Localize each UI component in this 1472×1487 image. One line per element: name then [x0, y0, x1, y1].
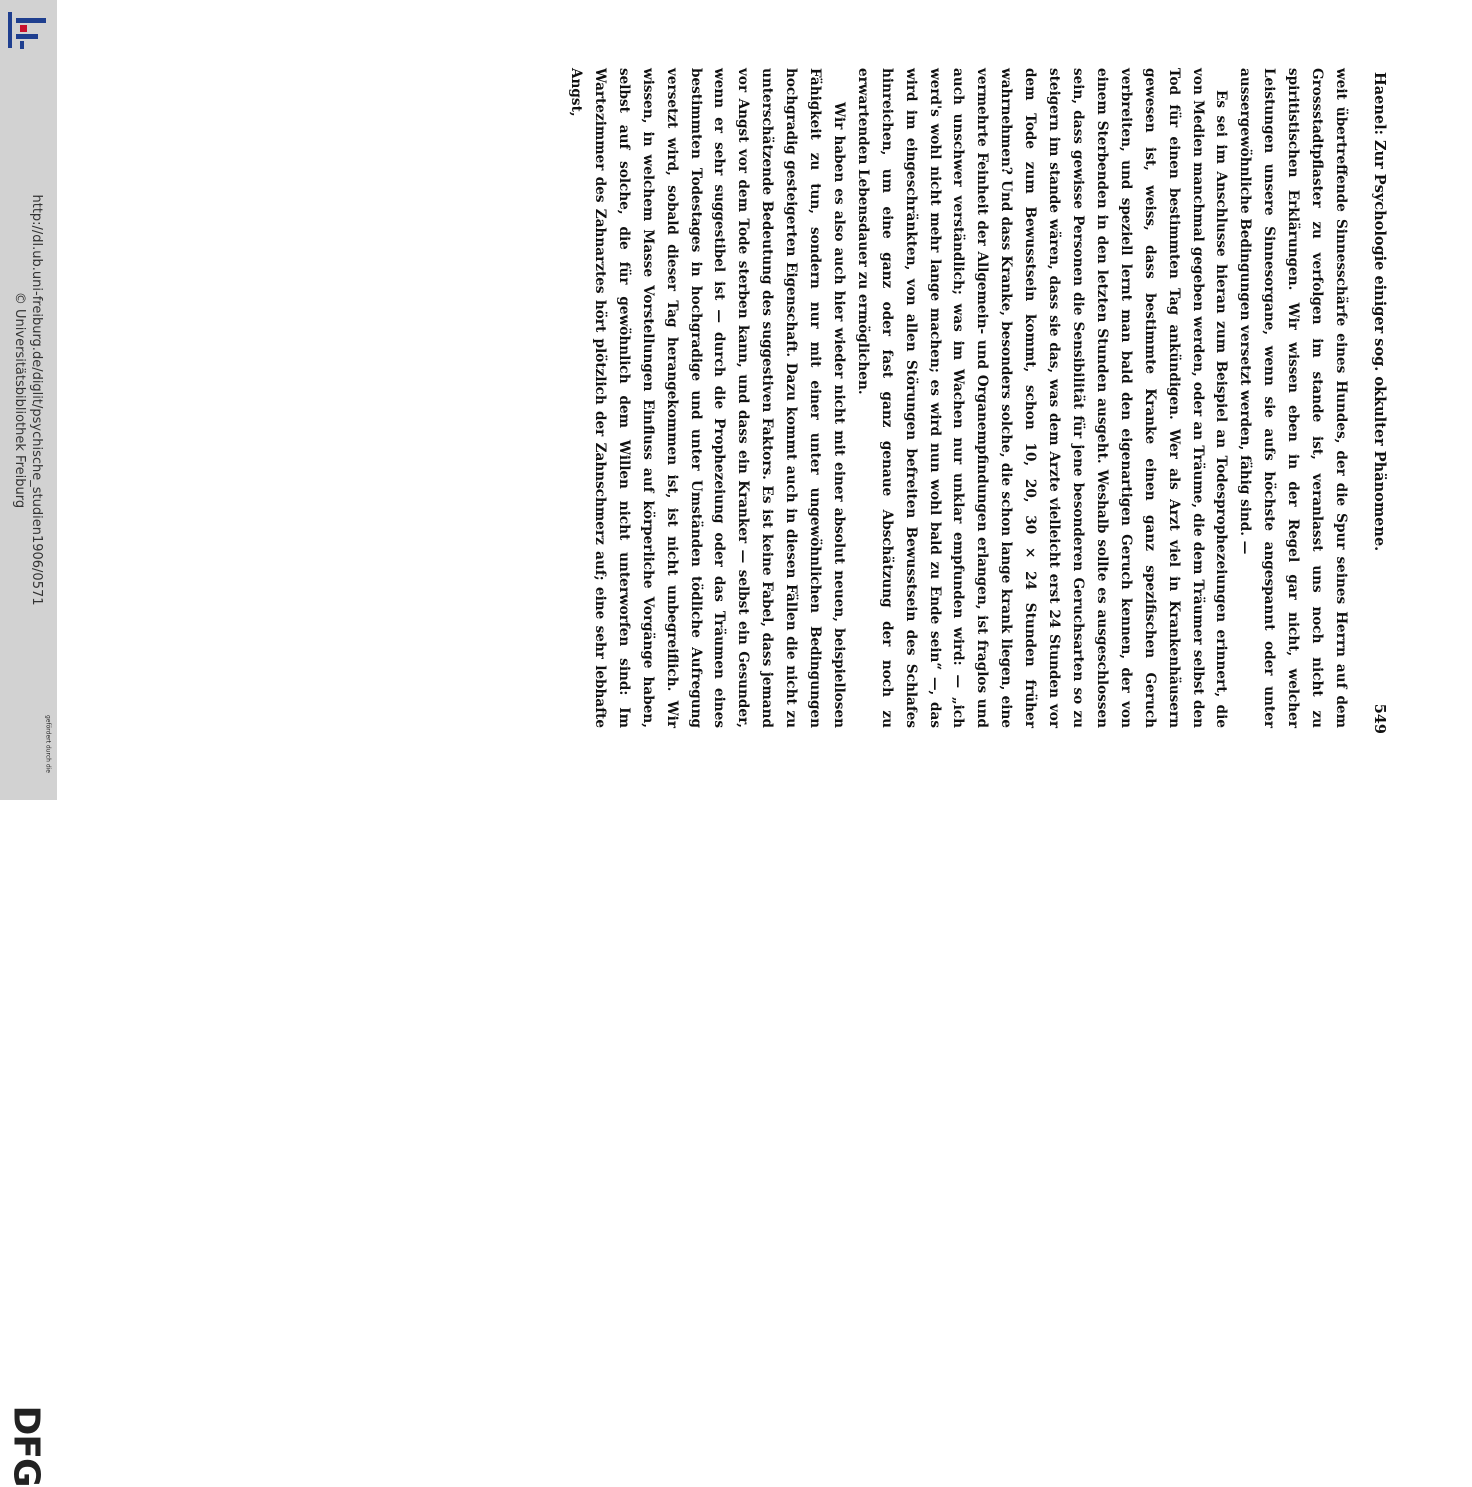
source-url[interactable]: http://dl.ub.uni-freiburg.de/diglit/psychische_studien1906/0571	[29, 194, 44, 606]
source-info	[11, 194, 45, 605]
dfg-caption: gefördert durch die	[44, 715, 52, 773]
viewer-sidebar	[0, 0, 57, 1487]
university-library-logo-icon[interactable]	[6, 8, 48, 52]
page-number: 549	[1371, 703, 1388, 734]
paragraph-1: weit übertreffende Sinnesschärfe eines Hundes, der die Spur seines Herrn auf dem Grossstadtpflaster zu verfolgen im stande ist, veranlasst uns noch nicht zu spiritistischen Erklärungen. Wir wissen eben in der Regel gar nicht, welcher Leistungen unsere Sinnesorgane, wenn sie aufs höchste angespannt oder unter aussergewöhnliche Bedingungen versetzt werden, fähig sind. —	[1237, 68, 1349, 728]
paragraph-3: Wir haben es also auch hier wieder nicht mit einer absolut neuen, beispiellosen Fähigkeit zu tun, sondern nur mit einer unter ungewöhnlichen Bedingungen hochgradig gesteigerten Eigenschaft. Dazu kommt auch in diesen Fällen die nicht zu unterschätzende Bedeutung des suggestiven Faktors. Es ist keine Fabel, dass jemand vor Angst vor dem Tode sterben kann, und dass ein Kranker — selbst ein Gesunder, wenn er sehr suggestibel ist — durch die Prophezeiung oder das Träumen eines bestimmten Todestages in hochgradige und unter Umständen tödliche Aufregung versetzt wird, sobald dieser Tag herangekommen ist, ist nicht unbegreiflich. Wir wissen, in welchem Masse Vorstellungen Einfluss auf körperliche Vorgänge haben, selbst auf solche, die für gewöhnlich dem Willen nicht unterworfen sind: Im Wartezimmer des Zahnarztes hört plötzlich der Zahnschmerz auf; eine sehr lebhafte Angst,	[568, 68, 847, 728]
scanned-page	[188, 60, 1388, 740]
body-text	[563, 68, 1352, 728]
running-head	[1368, 60, 1388, 740]
running-head-title: Haenel: Zur Psychologie einiger sog. okkulter Phänomene.	[1371, 72, 1388, 552]
dfg-logo-letters: DFG	[5, 1405, 47, 1487]
paragraph-2: Es sei im Anschlusse hieran zum Beispiel an Todesprophezeiungen erinnert, die von Medien manchmal gegeben werden, oder an Träume, die dem Träumer selbst den Tod für einen bestimmten Tag ankündigen. Wer als Arzt viel in Krankenhäusern gewesen ist, weiss, dass bestimmte Kranke einen ganz spezifischen Geruch verbreiten, und speziell lernt man bald den eigenartigen Geruch kennen, der von einem Sterbenden in den letzten Stunden ausgeht. Weshalb sollte es ausgeschlossen sein, dass gewisse Personen die Sensibilität für jene besonderen Geruchsarten so zu steigern im stande wären, dass sie das, was dem Arzte vielleicht erst 24 Stunden vor dem Tode zum Bewusstsein kommt, schon 10, 20, 30 × 24 Stunden früher wahrnehmen? Und dass Kranke, besonders solche, die schon lange krank liegen, eine vermehrte Feinheit der Allgemein- und Organempfindungen erlangen, ist fraglos und auch unschwer verständlich; was im Wachen nur unklar empfunden wird: — „ich werd's wohl nicht mehr lange machen; es wird nun wohl bald zu Ende sein“ —, das wird im eingeschränkten, von allen Störungen befreiten Bewusstsein des Schlafes hinreichen, um eine ganz oder fast ganz genaue Abschätzung der noch zu erwartenden Lebensdauer zu ermöglichen.	[854, 68, 1230, 728]
copyright-notice: © Universitätsbibliothek Freiburg	[12, 291, 27, 509]
